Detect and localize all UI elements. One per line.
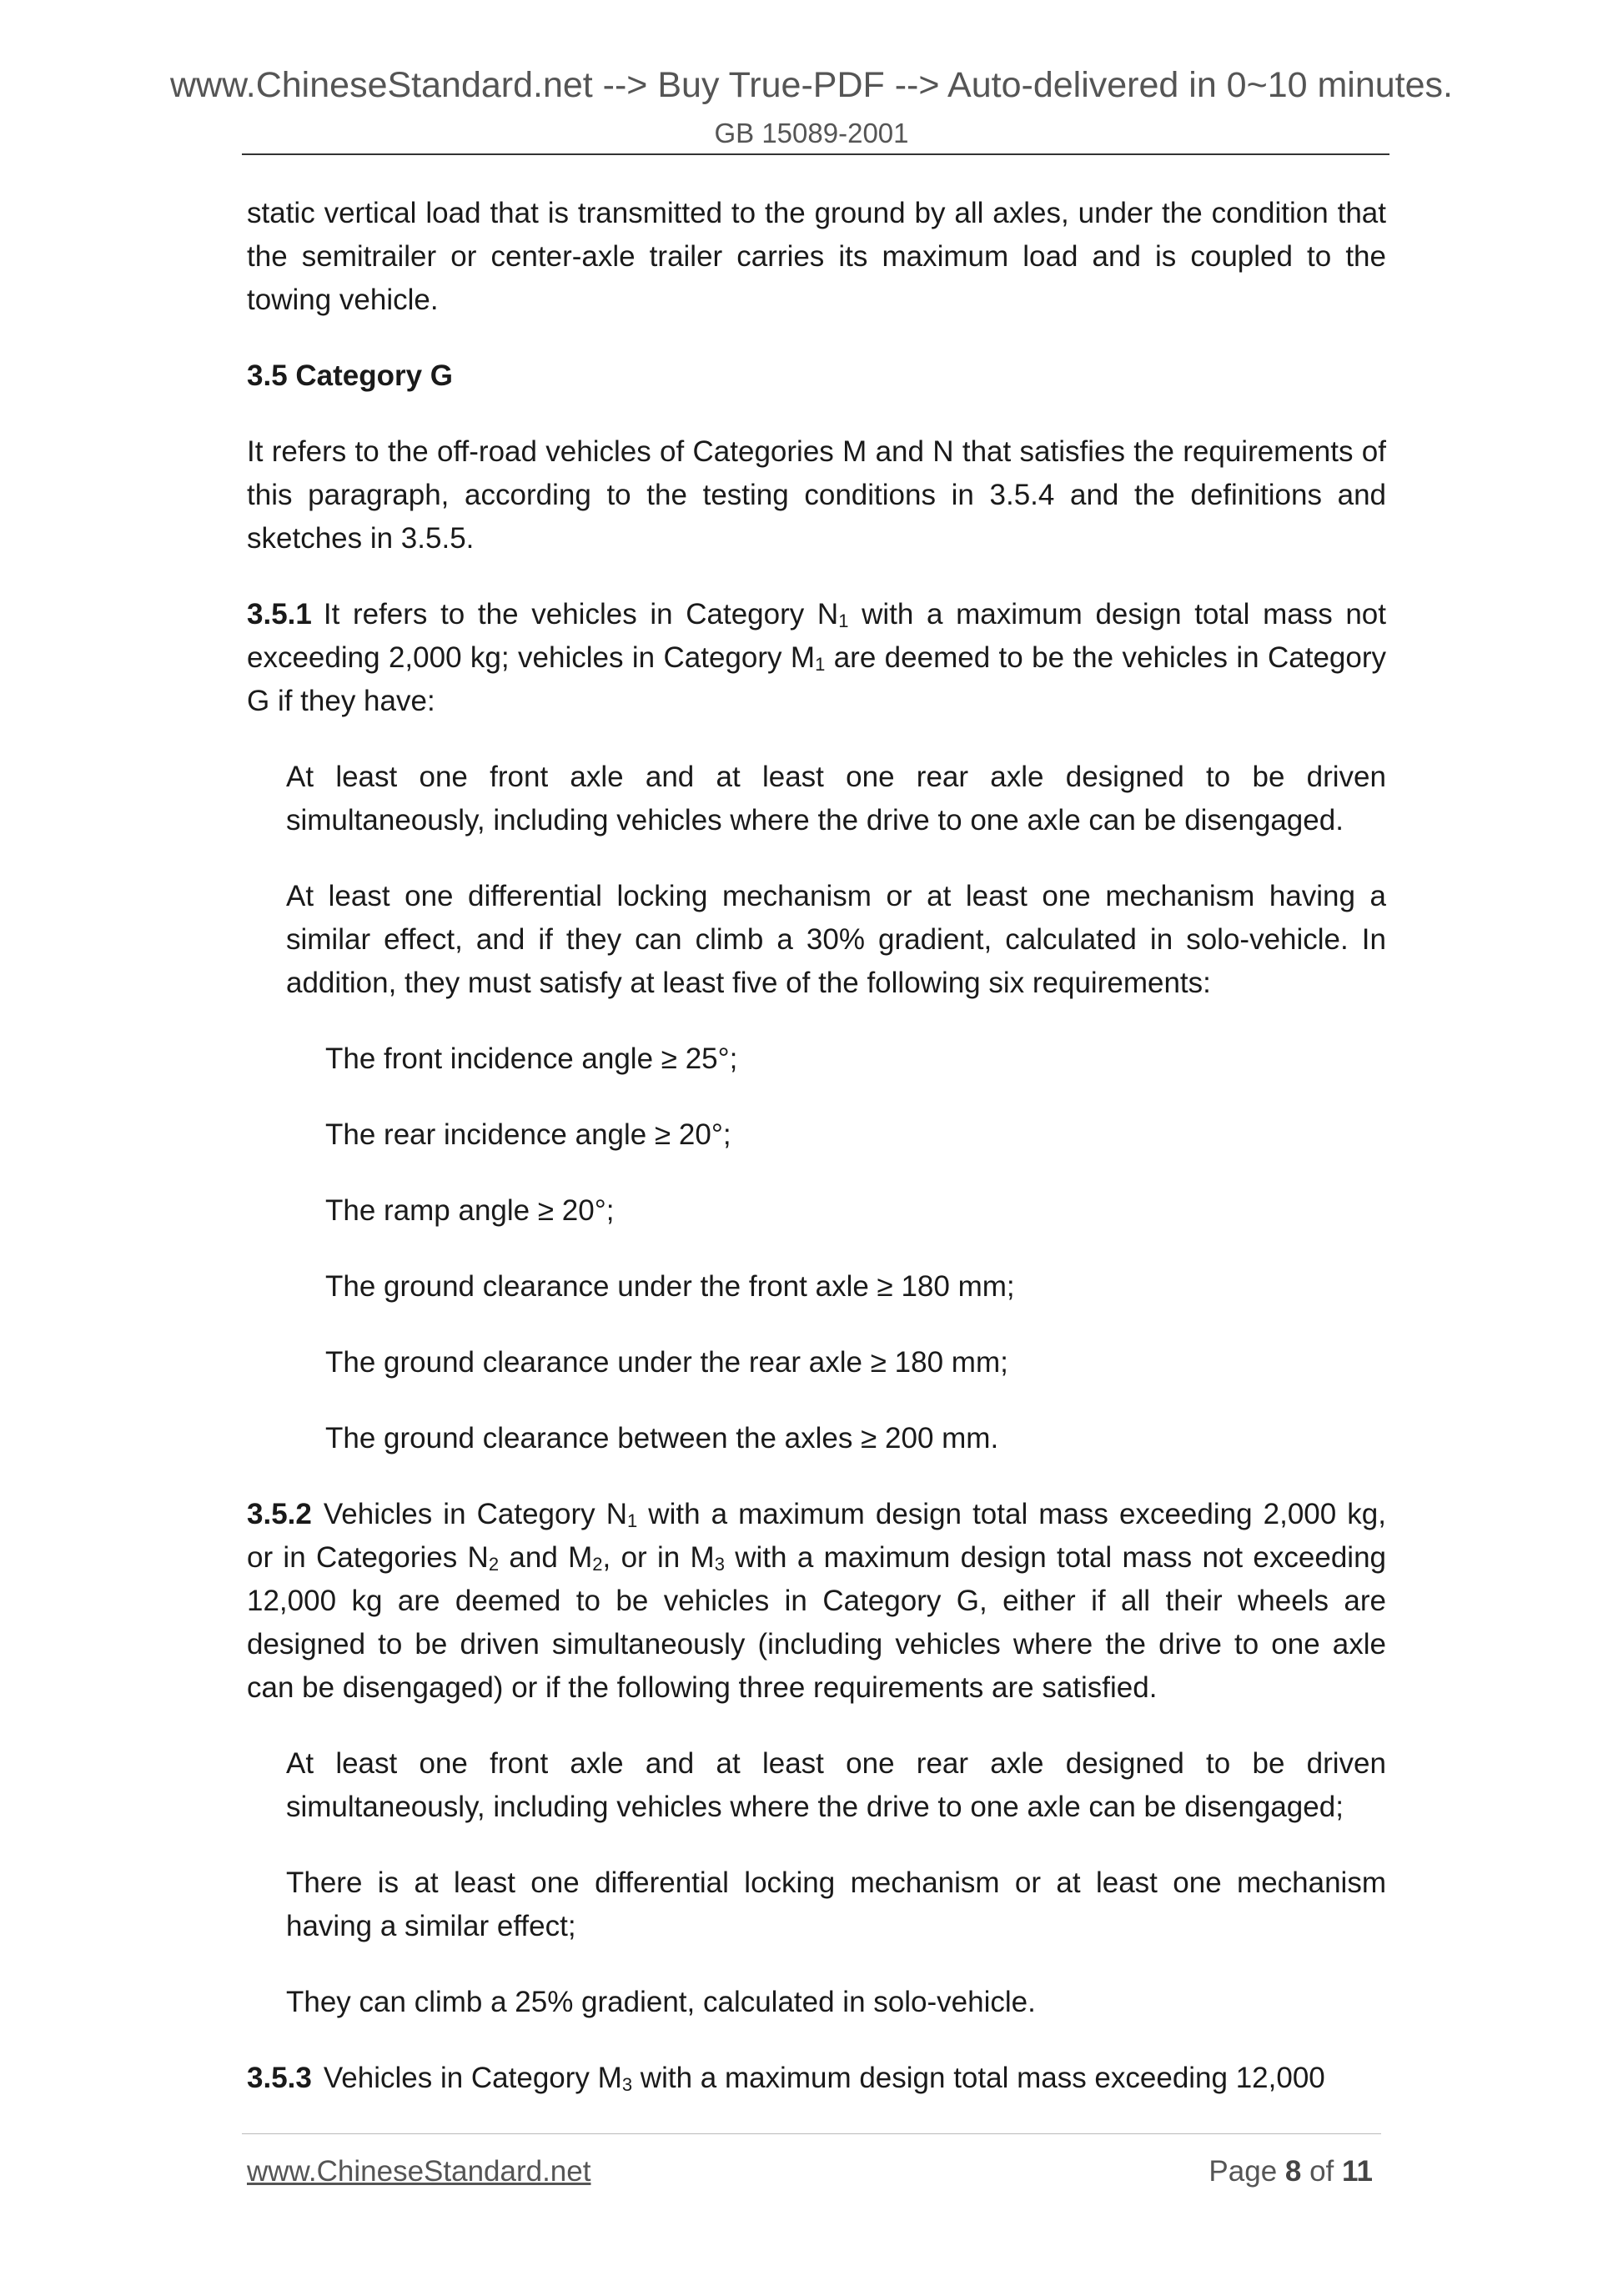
standard-id: GB 15089-2001 bbox=[714, 118, 909, 148]
page-current: 8 bbox=[1284, 2155, 1302, 2188]
page-indicator bbox=[1208, 2155, 1373, 2188]
list-item: The ramp angle ≥ 20°; bbox=[325, 1194, 615, 1227]
paragraph-3-5: It refers to the off-road vehicles of Categories M and N that satisfies the requirements of this paragraph, according to the testing conditions in 3.5.4 and the definitions and sketches in 3.5.5. bbox=[247, 435, 1386, 555]
subscript: 3 bbox=[714, 1554, 725, 1575]
subscript: 1 bbox=[626, 1510, 638, 1531]
subscript: 2 bbox=[488, 1554, 500, 1575]
list-item: The front incidence angle ≥ 25°; bbox=[325, 1042, 738, 1075]
list-item: The ground clearance between the axles ≥ 200 mm. bbox=[325, 1422, 999, 1454]
clause-3-5-1 bbox=[247, 593, 1386, 723]
subscript: 1 bbox=[838, 610, 849, 631]
clause-number: 3.5.3 bbox=[247, 2062, 312, 2094]
document-body bbox=[247, 192, 1386, 2133]
intro-paragraph: static vertical load that is transmitted to the ground by all axles, under the condition that the semitrailer or center-axle trailer carries its maximum load and is coupled to the towing vehicle. bbox=[247, 197, 1386, 316]
list-item: The ground clearance under the rear axle ≥ 180 mm; bbox=[325, 1346, 1008, 1379]
page-total: 11 bbox=[1342, 2155, 1373, 2188]
clause-text: with a maximum design total mass not exceeding 12,000 kg are deemed to be vehicles in Category G, either if all their wheels are designed to be driven simultaneously (including vehicles where the drive to one axle can be disengaged) or if the following three requirements are satisfied. bbox=[247, 1541, 1386, 1704]
clause-text: Vehicles in Category N bbox=[323, 1498, 627, 1530]
clause-text: Vehicles in Category M bbox=[323, 2062, 622, 2094]
requirement-axles: At least one front axle and at least one rear axle designed to be driven simultaneously, including vehicles where the drive to one axle can be disengaged; bbox=[286, 1747, 1386, 1823]
list-item: The rear incidence angle ≥ 20°; bbox=[325, 1118, 731, 1151]
clause-text: with a maximum design total mass not exceeding 2,000 kg; vehicles in Category M bbox=[247, 598, 1386, 674]
footer-site-link[interactable]: www.ChineseStandard.net bbox=[247, 2155, 591, 2188]
page-label: Page bbox=[1208, 2155, 1285, 2188]
footer-divider bbox=[242, 2133, 1381, 2134]
header-divider bbox=[242, 153, 1389, 155]
header-banner: www.ChineseStandard.net --> Buy True-PDF --> Auto-delivered in 0~10 minutes. bbox=[169, 65, 1453, 105]
clause-text: It refers to the vehicles in Category N bbox=[323, 598, 839, 631]
clause-text: with a maximum design total mass exceeding 12,000 bbox=[632, 2062, 1325, 2094]
clause-text: are deemed to be the vehicles in Category G if they have: bbox=[247, 641, 1386, 717]
requirement-gradient: They can climb a 25% gradient, calculated in solo-vehicle. bbox=[286, 1986, 1036, 2018]
clause-text: and M bbox=[499, 1541, 593, 1574]
clause-3-5-2 bbox=[247, 1493, 1386, 1710]
requirement-axles: At least one front axle and at least one rear axle designed to be driven simultaneously, including vehicles where the drive to one axle can be disengaged. bbox=[286, 761, 1386, 837]
subscript: 2 bbox=[592, 1554, 603, 1575]
page-of: of bbox=[1301, 2155, 1342, 2188]
requirement-differential: At least one differential locking mechanism or at least one mechanism having a similar effect, and if they can climb a 30% gradient, calculated in solo-vehicle. In addition, they must satisfy at least five of the following six requirements: bbox=[286, 880, 1386, 999]
clause-text: , or in M bbox=[602, 1541, 715, 1574]
clause-number: 3.5.2 bbox=[247, 1498, 312, 1530]
clause-text: with a maximum design total mass exceeding 2,000 kg, or in Categories N bbox=[247, 1498, 1386, 1574]
clause-3-5-3 bbox=[247, 2057, 1386, 2100]
subscript: 1 bbox=[815, 654, 826, 675]
clause-number: 3.5.1 bbox=[247, 598, 312, 631]
list-item: The ground clearance under the front axle ≥ 180 mm; bbox=[325, 1270, 1015, 1303]
subscript: 3 bbox=[621, 2074, 633, 2095]
section-heading-3-5: 3.5 Category G bbox=[247, 359, 454, 392]
requirement-differential: There is at least one differential locking mechanism or at least one mechanism having a similar effect; bbox=[286, 1866, 1386, 1942]
